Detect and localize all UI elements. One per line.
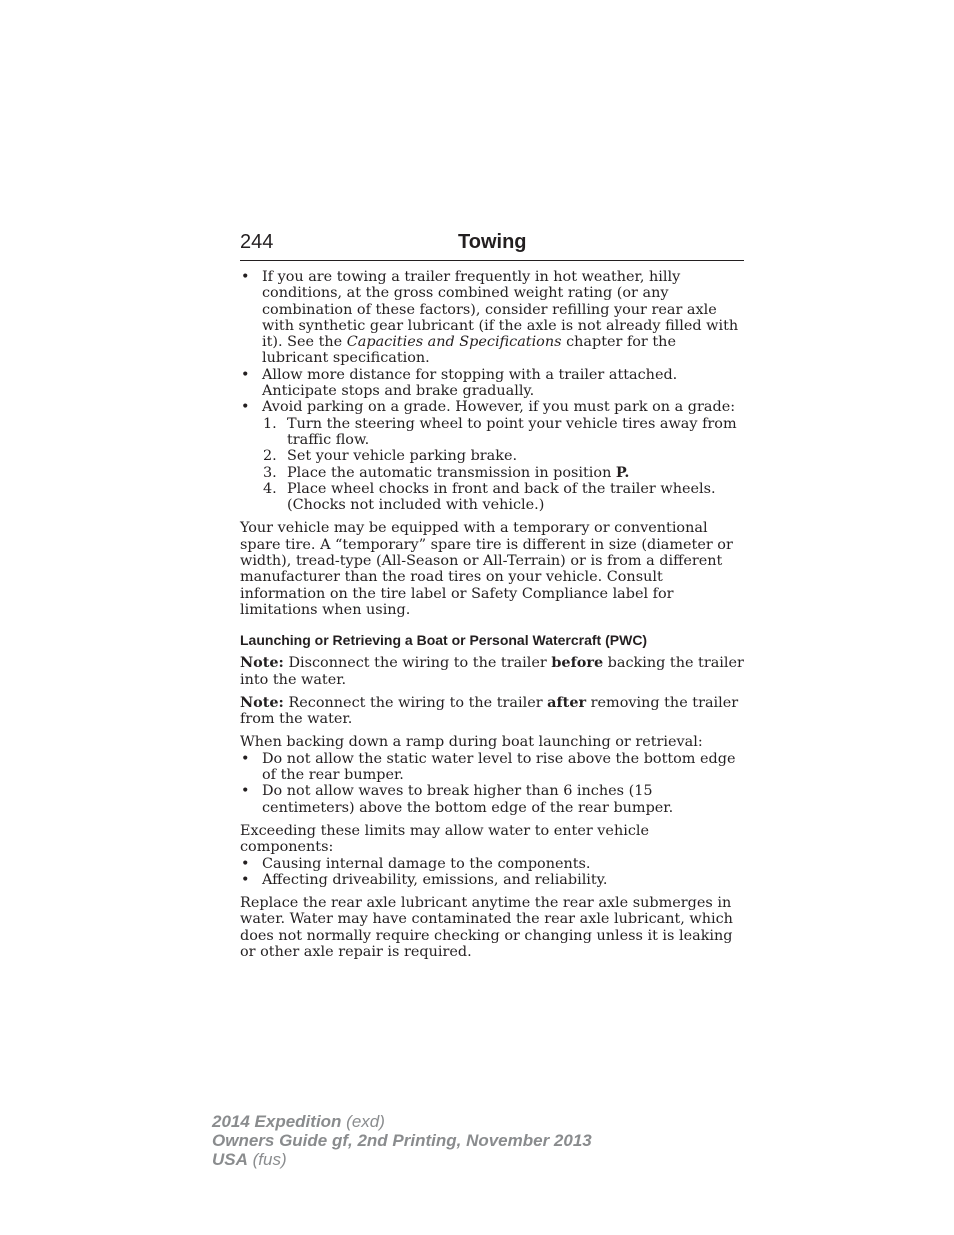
page-header (240, 230, 744, 261)
list-item: • Affecting driveability, emissions, and reliability. (240, 872, 744, 888)
footer-code: (exd) (341, 1112, 385, 1131)
note-emphasis: after (547, 693, 587, 711)
note-paragraph (240, 695, 744, 728)
step-number: 1. (263, 415, 277, 432)
list-item: • Causing internal damage to the components. (240, 856, 744, 872)
step-text: Set your vehicle parking brake. (287, 448, 518, 465)
list-item: • Do not allow the static water level to rise above the bottom edge of the rear bumper. (240, 751, 744, 784)
list-item: • Do not allow waves to break higher than 6 inches (15 centimeters) above the bottom edge of the rear bumper. (240, 783, 744, 816)
replace-lubricant-paragraph: Replace the rear axle lubricant anytime the rear axle submerges in water. Water may have contaminated the rear axle lubricant, which does not normally require checking or changing unless it is leaking or other axle repair is required. (240, 895, 733, 960)
footer-line (212, 1131, 592, 1150)
step-item (240, 416, 744, 449)
list-item: • Avoid parking on a grade. However, if you must park on a grade: (240, 399, 744, 415)
note-text: Disconnect the wiring to the trailer (283, 655, 552, 672)
footer-line (212, 1112, 592, 1131)
chapter-title: Towing (458, 231, 527, 253)
note-paragraph (240, 655, 744, 688)
step-number: 3. (263, 464, 277, 481)
ramp-intro: When backing down a ramp during boat launching or retrieval: (240, 734, 703, 751)
note-text: backing the trailer into the water. (240, 655, 744, 688)
exceed-intro: Exceeding these limits may allow water to enter vehicle components: (240, 822, 649, 856)
footer-line (212, 1150, 592, 1169)
note-emphasis: before (551, 654, 604, 672)
list-item-text: chapter for the lubricant specification. (262, 334, 676, 367)
step-number: 4. (263, 480, 277, 497)
note-text: removing the trailer from the water. (240, 694, 739, 728)
note-label: Note: (240, 693, 284, 711)
step-item (240, 481, 744, 514)
page-footer (212, 1112, 592, 1169)
step-text: Place the automatic transmission in position (287, 464, 616, 481)
page-content (240, 269, 744, 960)
list-item: • Allow more distance for stopping with a trailer attached. Anticipate stops and brake gradually. (240, 367, 744, 400)
step-text: Turn the steering wheel to point your vehicle tires away from traffic flow. (287, 415, 737, 448)
step-item (240, 465, 744, 481)
section-heading: Launching or Retrieving a Boat or Personal Watercraft (PWC) (240, 632, 648, 649)
spare-tire-paragraph: Your vehicle may be equipped with a temporary or conventional spare tire. A “temporary” spare tire is different in size (diameter or width), tread-type (All-Season or All-Terrain) or is from a different manufacturer than the road tires on your vehicle. Consult information on the tire label or Safety Compliance label for limitations when using. (240, 520, 733, 618)
footer-printing: Owners Guide gf, 2nd Printing, November 2013 (212, 1131, 592, 1150)
list-item (240, 269, 744, 367)
footer-model: 2014 Expedition (212, 1112, 342, 1131)
step-number: 2. (263, 448, 277, 465)
note-label: Note: (240, 654, 284, 672)
note-text: Reconnect the wiring to the trailer (283, 694, 548, 711)
step-text: Place wheel chocks in front and back of the trailer wheels. (Chocks not included with vehicle.) (287, 480, 716, 514)
list-item-text: If you are towing a trailer frequently in hot weather, hilly conditions, at the gross combined weight rating (or any combination of these factors), consider refilling your rear axle with synthetic gear lubricant (if the axle is not already filled with it). See the (262, 269, 739, 351)
page-number: 244 (240, 231, 274, 253)
footer-code: (fus) (247, 1150, 287, 1169)
step-item (240, 448, 744, 464)
chapter-reference: Capacities and Specifications (346, 334, 562, 351)
gear-position: P. (615, 463, 630, 481)
footer-region: USA (212, 1150, 248, 1169)
